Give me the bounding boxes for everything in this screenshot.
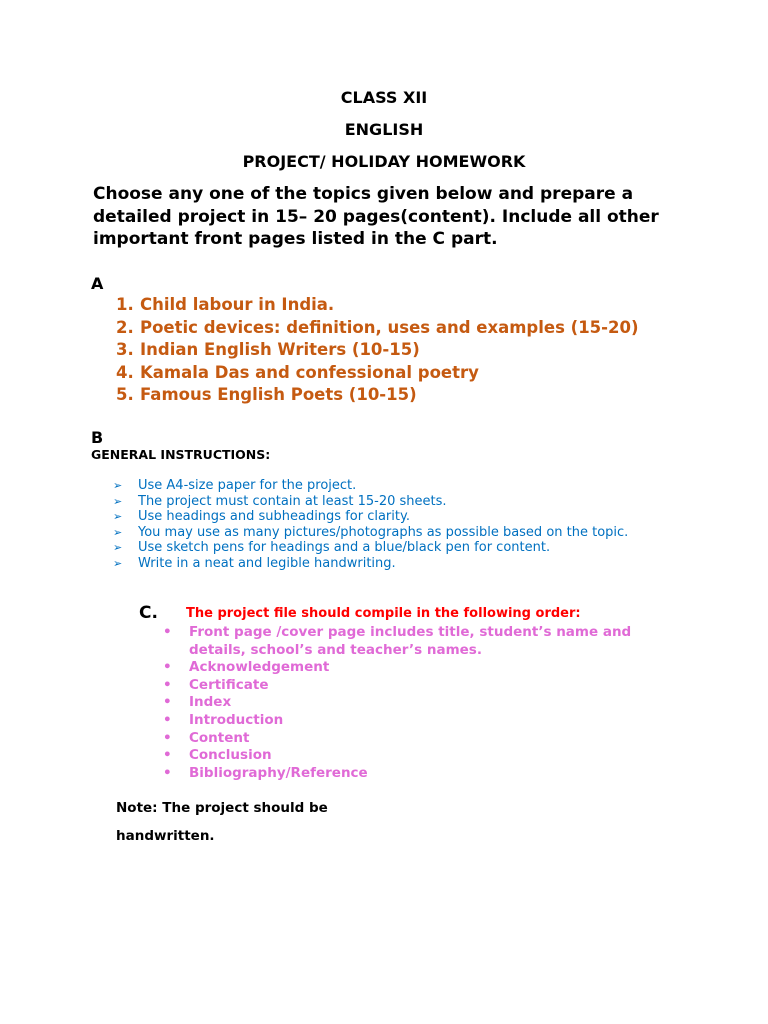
- topic-text: Famous English Poets (10-15): [140, 385, 417, 404]
- instruction-text: Use headings and subheadings for clarity.: [138, 509, 410, 525]
- dot-bullet-icon: •: [163, 711, 172, 728]
- topic-text: Indian English Writers (10-15): [140, 340, 420, 359]
- dot-bullet-icon: •: [163, 747, 172, 764]
- instruction-item: [113, 494, 628, 510]
- arrow-bullet-icon: ➢: [113, 541, 123, 555]
- topic-text: Child labour in India.: [140, 295, 335, 314]
- arrow-bullet-icon: ➢: [113, 510, 123, 524]
- arrow-bullet-icon: ➢: [113, 556, 123, 570]
- topic-item: [116, 362, 639, 385]
- order-item: [163, 677, 683, 695]
- topic-number: 2.: [116, 317, 134, 337]
- subject-title: ENGLISH: [344, 120, 424, 139]
- topic-list: [116, 294, 639, 407]
- instruction-text: Use A4-size paper for the project.: [138, 478, 357, 493]
- instruction-item: [113, 525, 628, 541]
- section-a-label: A: [91, 274, 104, 293]
- order-item-text: Certificate: [189, 676, 269, 693]
- order-item-text: Introduction: [189, 711, 284, 728]
- topic-item: [116, 294, 639, 317]
- compile-order-heading: The project file should compile in the following order:: [186, 606, 581, 621]
- section-c-label: C.: [139, 603, 158, 623]
- instruction-text: The project must contain at least 15-20 sheets.: [138, 493, 447, 509]
- dot-bullet-icon: •: [163, 659, 172, 676]
- instruction-text: Write in a neat and legible handwriting.: [138, 555, 396, 571]
- instruction-item: [113, 540, 628, 556]
- order-item-text: Bibliography/Reference: [189, 764, 368, 781]
- order-item: [163, 765, 683, 783]
- note-line-1: Note: The project should be: [116, 800, 328, 816]
- topic-number: 1.: [116, 295, 134, 314]
- order-item-text: Conclusion: [189, 747, 272, 764]
- dot-bullet-icon: •: [163, 764, 172, 781]
- topic-text: Kamala Das and confessional poetry: [140, 362, 479, 382]
- general-instructions-heading: GENERAL INSTRUCTIONS:: [91, 447, 271, 462]
- instruction-item: [113, 509, 628, 525]
- instruction-text: You may use as many pictures/photographs as possible based on the topic.: [138, 524, 629, 540]
- arrow-bullet-icon: ➢: [113, 479, 123, 492]
- instruction-item: [113, 556, 628, 572]
- section-b-label: B: [91, 428, 104, 447]
- topic-item: [116, 384, 639, 407]
- instruction-list: [113, 478, 628, 572]
- topic-number: 5.: [116, 385, 134, 404]
- intro-paragraph: Choose any one of the topics given below and prepare a detailed project in 15– 20 pages(content). Include all other important front pages listed in the C part.: [93, 184, 659, 249]
- topic-number: 3.: [116, 340, 134, 359]
- order-item: [163, 624, 683, 659]
- class-title: CLASS XII: [340, 88, 428, 107]
- instruction-item: [113, 478, 628, 494]
- order-item: [163, 694, 683, 712]
- order-item-text: Index: [189, 694, 232, 711]
- order-item-text: Acknowledgement: [189, 659, 330, 676]
- order-item: [163, 712, 683, 730]
- topic-text: Poetic devices: definition, uses and examples (15-20): [140, 317, 639, 337]
- dot-bullet-icon: •: [163, 729, 172, 746]
- dot-bullet-icon: •: [163, 624, 172, 640]
- note-line-2: handwritten.: [116, 828, 215, 844]
- order-item: [163, 747, 683, 765]
- dot-bullet-icon: •: [163, 694, 172, 711]
- arrow-bullet-icon: ➢: [113, 525, 123, 539]
- topic-number: 4.: [116, 362, 134, 382]
- project-title: PROJECT/ HOLIDAY HOMEWORK: [242, 152, 526, 171]
- compile-order-list: [163, 624, 683, 782]
- order-item: [163, 730, 683, 748]
- topic-item: [116, 339, 639, 362]
- order-item-text: Content: [189, 729, 250, 746]
- order-item: [163, 659, 683, 677]
- topic-item: [116, 317, 639, 340]
- instruction-text: Use sketch pens for headings and a blue/black pen for content.: [138, 540, 551, 556]
- order-item-text: Front page /cover page includes title, student’s name and details, school’s and teacher’s names.: [189, 624, 632, 658]
- arrow-bullet-icon: ➢: [113, 494, 123, 508]
- dot-bullet-icon: •: [163, 676, 172, 693]
